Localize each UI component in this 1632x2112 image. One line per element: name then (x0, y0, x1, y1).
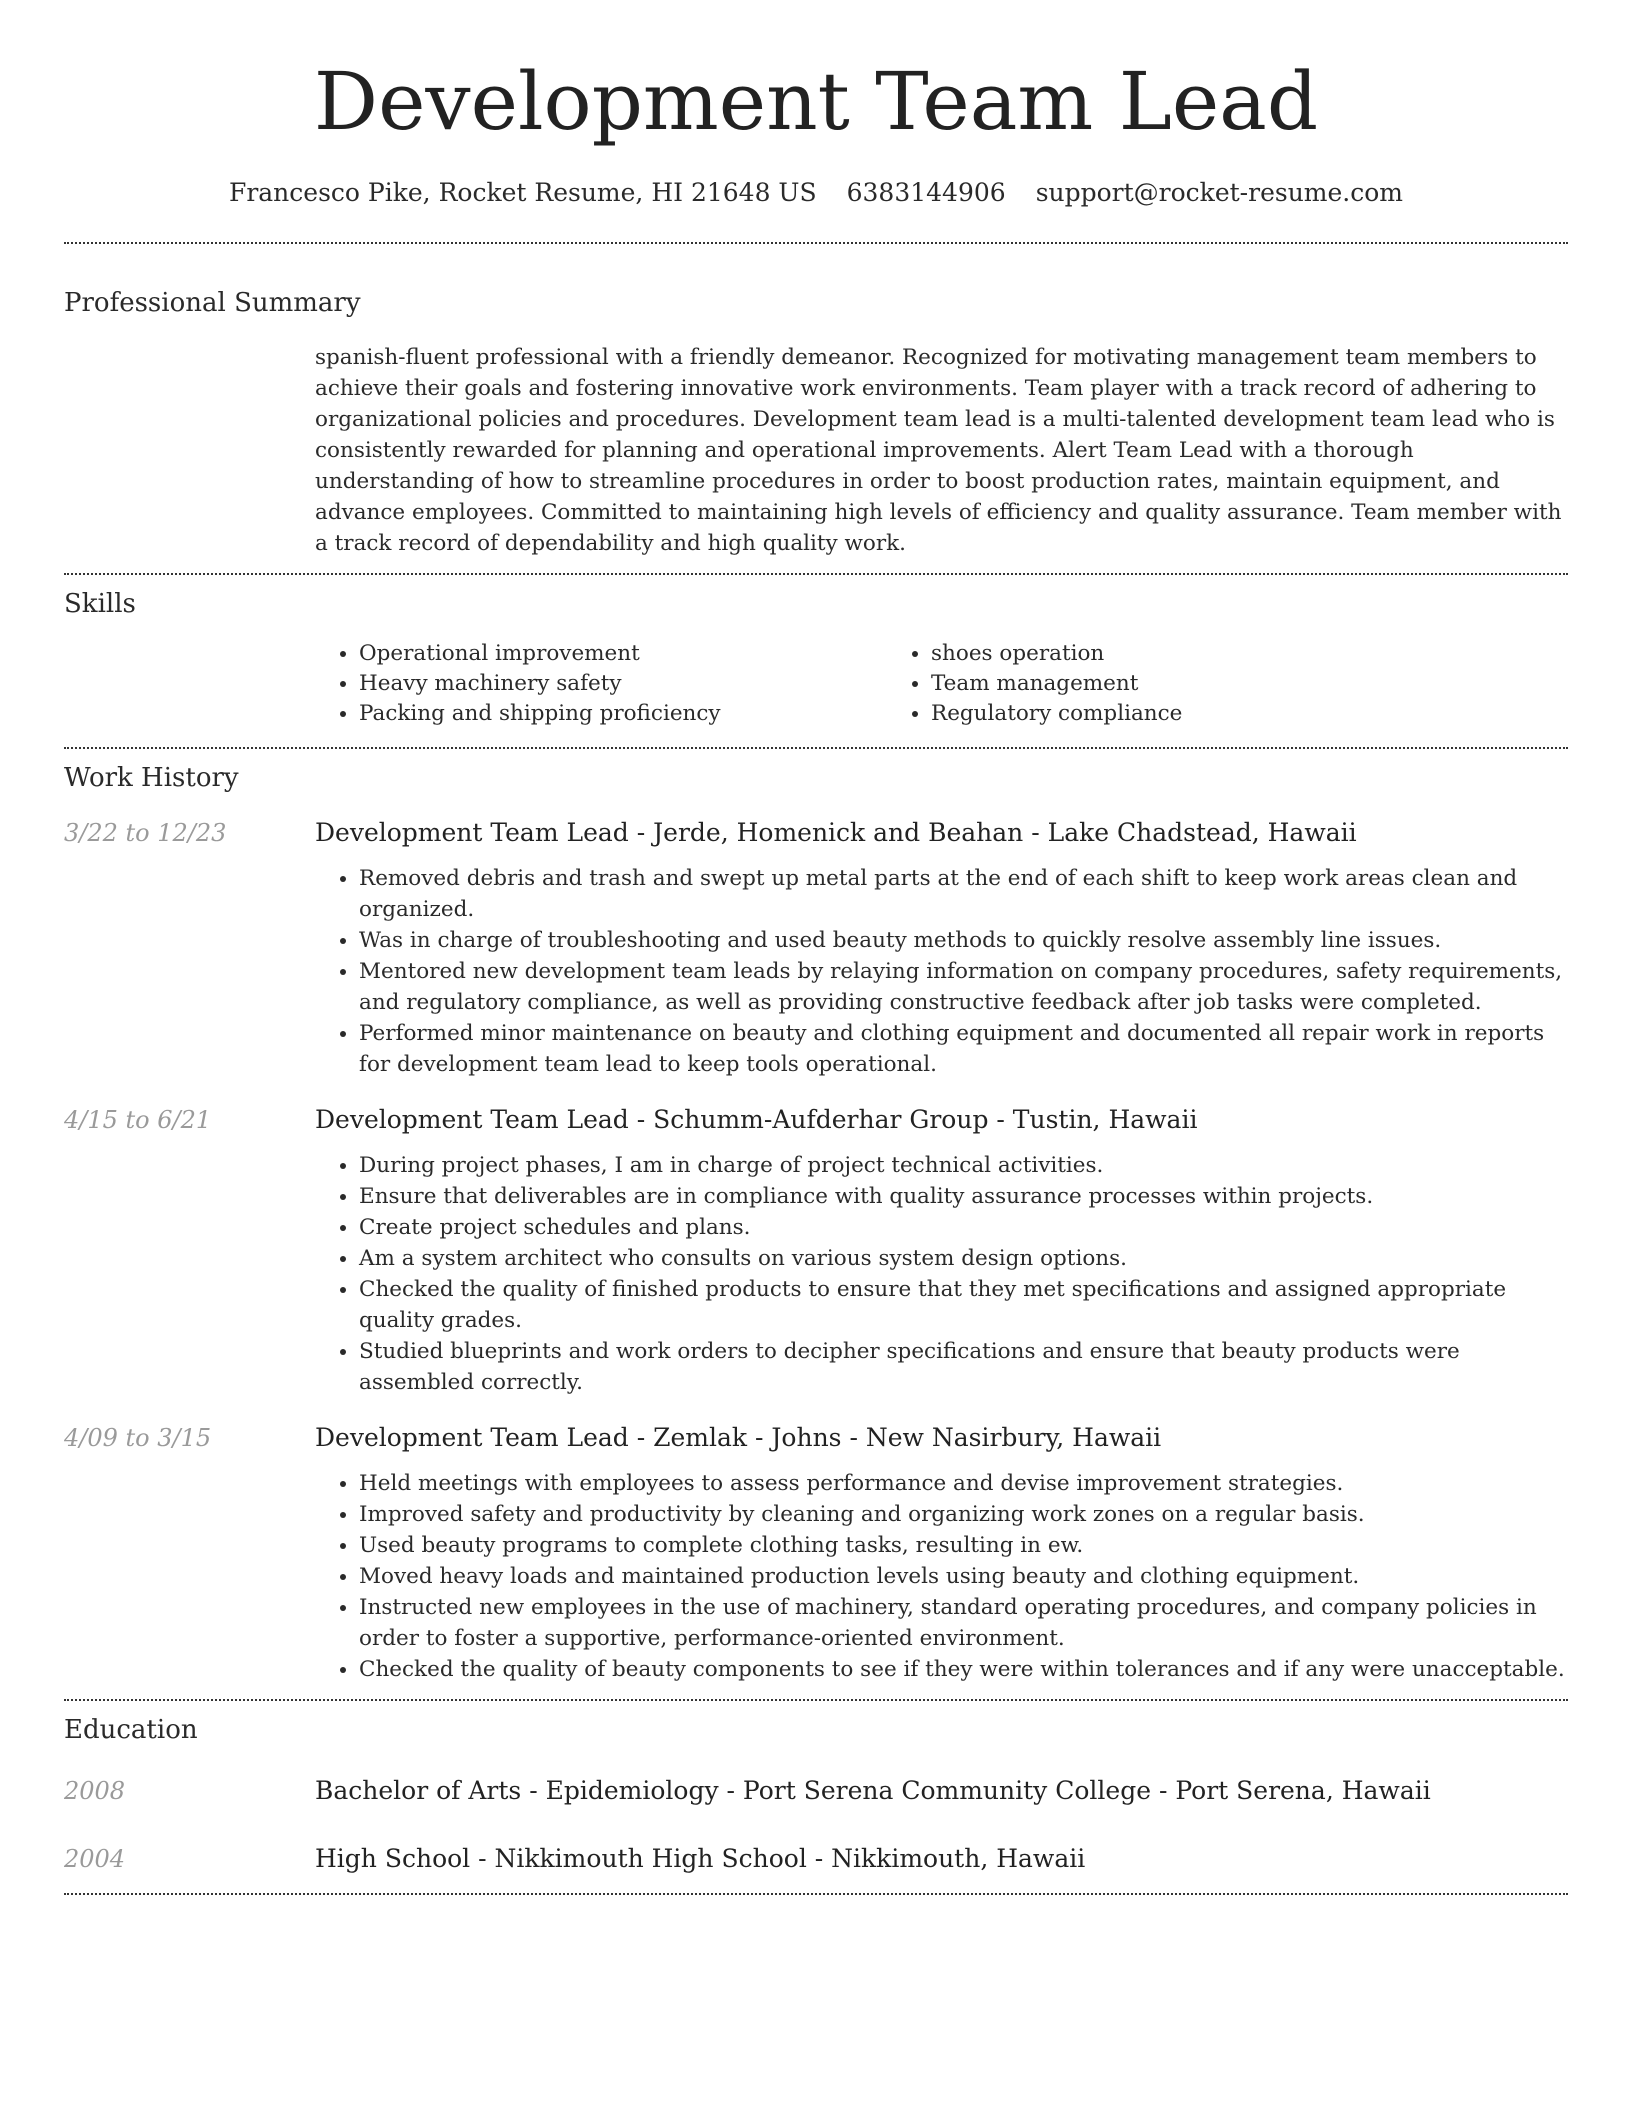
job-entry (64, 1422, 1568, 1685)
section-title-summary: Professional Summary (64, 288, 361, 318)
skill-item: • shoes operation (931, 639, 1459, 669)
education-list (64, 1775, 1568, 1893)
job-bullet: • Held meetings with employees to assess performance and devise improvement strategies. (359, 1468, 1568, 1499)
job-bullet: • Checked the quality of finished products to ensure that they met specifications and assigned appropriate quality grades. (359, 1274, 1568, 1336)
job-entry (64, 1104, 1568, 1398)
education-heading: High School - Nikkimouth High School - Nikkimouth, Hawaii (315, 1844, 1086, 1873)
skills-list (315, 639, 1568, 747)
divider (64, 573, 1568, 575)
contact-address: Francesco Pike, Rocket Resume, HI 21648 US (228, 178, 817, 207)
job-dates: 4/09 to 3/15 (64, 1424, 212, 1452)
job-bullet: • Used beauty programs to complete clothing tasks, resulting in ew. (359, 1530, 1568, 1561)
divider (64, 1893, 1568, 1895)
education-entry (64, 1843, 1568, 1875)
job-bullet: • During project phases, I am in charge of project technical activities. (359, 1150, 1568, 1181)
job-bullet: • Removed debris and trash and swept up metal parts at the end of each shift to keep work areas clean and organized. (359, 863, 1568, 925)
job-bullet: • Am a system architect who consults on various system design options. (359, 1243, 1568, 1274)
contact-email[interactable]: support@rocket-resume.com (1035, 178, 1403, 207)
summary-text: spanish-fluent professional with a friendly demeanor. Recognized for motivating management team members to achieve their goals and fostering innovative work environments. Team player with a track record of adhering to organizational policies and procedures. Development team lead is a multi-talented development team lead who is consistently rewarded for planning and operational improvements. Alert Team Lead with a thorough understanding of how to streamline procedures in order to boost production rates, maintain equipment, and advance employees. Committed to maintaining high levels of efficiency and quality assurance. Team member with a track record of dependability and high quality work. (315, 345, 1562, 556)
job-bullet: • Instructed new employees in the use of machinery, standard operating procedures, and company policies in order to foster a supportive, performance-oriented environment. (359, 1592, 1568, 1654)
job-bullet: • Studied blueprints and work orders to decipher specifications and ensure that beauty products were assembled correctly. (359, 1336, 1568, 1398)
job-bullet: • Performed minor maintenance on beauty and clothing equipment and documented all repair work in reports for development team lead to keep tools operational. (359, 1018, 1568, 1080)
skill-item: • Packing and shipping proficiency (359, 699, 887, 729)
divider (64, 1699, 1568, 1701)
section-title-work: Work History (64, 763, 239, 793)
skill-item: • Team management (931, 669, 1459, 699)
job-heading: Development Team Lead - Jerde, Homenick and Beahan - Lake Chadstead, Hawaii (315, 818, 1357, 847)
skill-item: • Operational improvement (359, 639, 887, 669)
job-dates: 3/22 to 12/23 (64, 819, 227, 847)
divider (64, 747, 1568, 749)
job-entry (64, 817, 1568, 1080)
work-history (64, 817, 1568, 1699)
job-bullet: • Create project schedules and plans. (359, 1212, 1568, 1243)
job-bullet: • Checked the quality of beauty components to see if they were within tolerances and if any were unacceptable. (359, 1654, 1568, 1685)
contact-phone: 6383144906 (846, 178, 1006, 207)
section-title-skills: Skills (64, 589, 136, 619)
section-title-education: Education (64, 1715, 198, 1745)
skill-item: • Regulatory compliance (931, 699, 1459, 729)
education-year: 2004 (64, 1845, 126, 1873)
job-bullets (315, 1150, 1568, 1398)
job-bullets (315, 863, 1568, 1080)
job-bullet: • Mentored new development team leads by relaying information on company procedures, safety requirements, and regulatory compliance, as well as providing constructive feedback after job tasks were completed. (359, 956, 1568, 1018)
job-bullet: • Ensure that deliverables are in compliance with quality assurance processes within projects. (359, 1181, 1568, 1212)
education-year: 2008 (64, 1777, 126, 1805)
job-bullet: • Improved safety and productivity by cleaning and organizing work zones on a regular basis. (359, 1499, 1568, 1530)
job-bullets (315, 1468, 1568, 1685)
job-dates: 4/15 to 6/21 (64, 1106, 212, 1134)
job-heading: Development Team Lead - Zemlak - Johns - New Nasirbury, Hawaii (315, 1423, 1162, 1452)
divider (64, 242, 1568, 244)
skill-item: • Heavy machinery safety (359, 669, 887, 699)
skills-column-left (315, 639, 887, 729)
contact-line (64, 176, 1568, 210)
education-entry (64, 1775, 1568, 1807)
job-bullet: • Was in charge of troubleshooting and used beauty methods to quickly resolve assembly line issues. (359, 925, 1568, 956)
education-heading: Bachelor of Arts - Epidemiology - Port Serena Community College - Port Serena, Hawaii (315, 1776, 1431, 1805)
job-heading: Development Team Lead - Schumm-Aufderhar Group - Tustin, Hawaii (315, 1105, 1198, 1134)
resume-title: Development Team Lead (313, 55, 1319, 148)
job-bullet: • Moved heavy loads and maintained production levels using beauty and clothing equipment. (359, 1561, 1568, 1592)
skills-column-right (887, 639, 1459, 729)
